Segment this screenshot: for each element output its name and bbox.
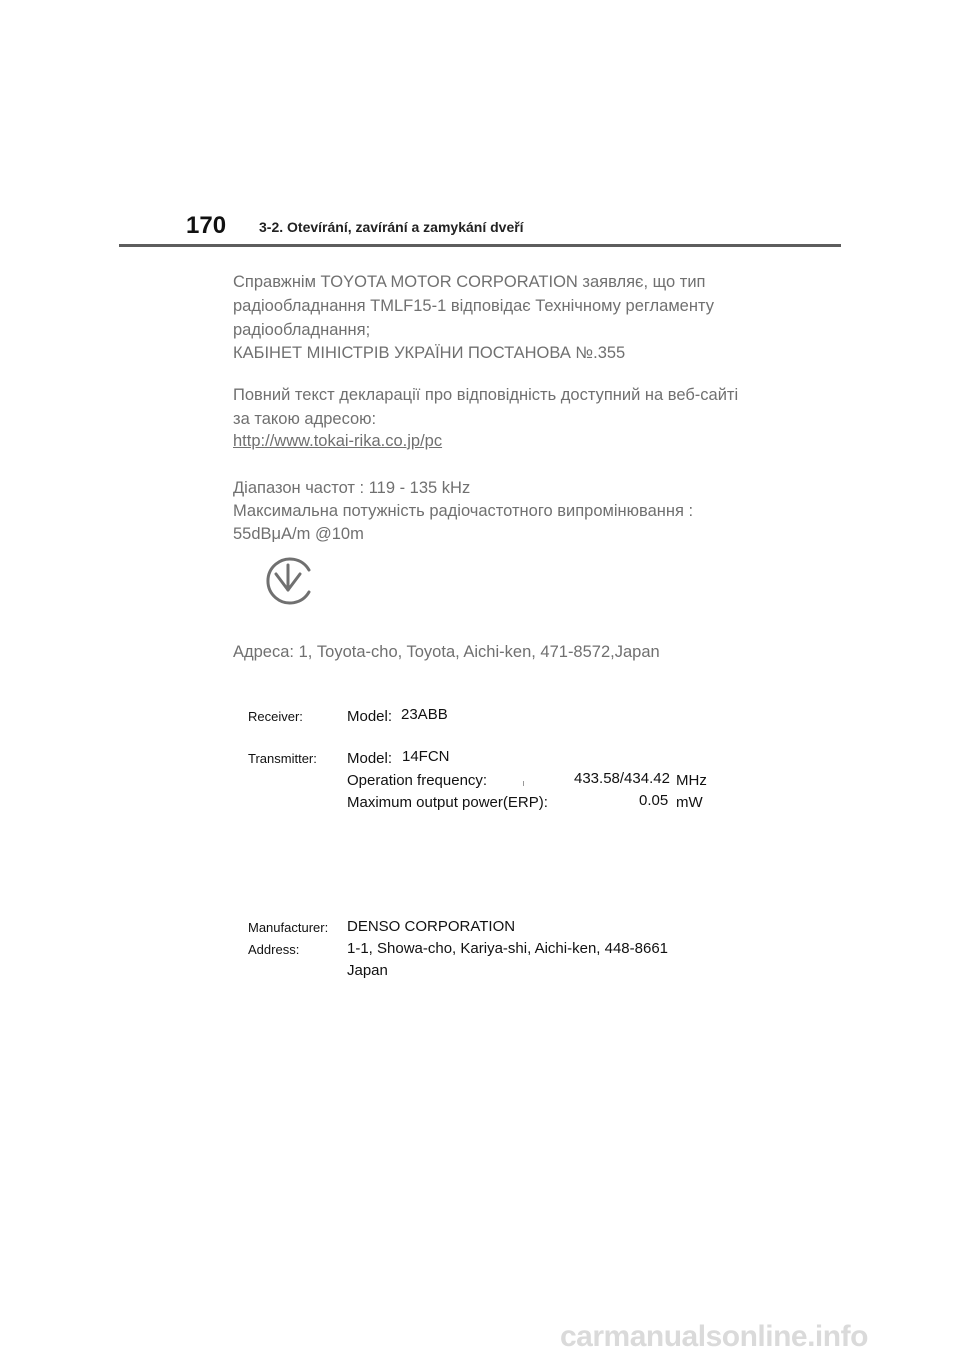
receiver-model-label: Model:	[347, 708, 393, 725]
transmitter-model-label: Model:	[347, 750, 393, 767]
address-label: Address:	[248, 942, 300, 957]
manufacturer-address: Адреса: 1, Toyota-cho, Toyota, Aichi-ken, 471-8572,Japan	[233, 643, 660, 661]
operation-frequency-label: Operation frequency:	[347, 772, 488, 789]
max-power-label: Максимальна потужність радіочастотного випромінювання :	[233, 502, 694, 520]
declaration-line: радіообладнання;	[233, 321, 371, 339]
transmitter-label: Transmitter:	[248, 751, 317, 766]
manufacturer-value: DENSO CORPORATION	[347, 918, 516, 935]
operation-frequency-value: 433.58/434.42	[574, 770, 670, 787]
max-power-value: 55dBμA/m @10m	[233, 525, 364, 543]
header-rule	[119, 244, 841, 247]
declaration-line: радіообладнання TMLF15-1 відповідає Технічному регламенту	[233, 297, 714, 315]
declaration-line: Справжнім TOYOTA MOTOR CORPORATION заявляє, що тип	[233, 273, 706, 291]
max-output-label: Maximum output power(ERP):	[347, 794, 548, 811]
transmitter-model-value: 14FCN	[402, 748, 450, 765]
receiver-label: Receiver:	[248, 709, 303, 724]
fulltext-line: Повний текст декларації про відповідність доступний на веб-сайті	[233, 386, 739, 404]
max-output-unit: mW	[676, 794, 703, 811]
address-line: 1-1, Showa-cho, Kariya-shi, Aichi-ken, 448-8661	[347, 940, 669, 957]
page-number: 170	[186, 212, 227, 239]
tick-mark	[523, 781, 524, 786]
conformity-mark-icon	[262, 555, 314, 607]
fulltext-line: за такою адресою:	[233, 410, 377, 428]
address-line: Japan	[347, 962, 388, 979]
manufacturer-label: Manufacturer:	[248, 920, 329, 935]
declaration-url-link[interactable]: http://www.tokai-rika.co.jp/pc	[233, 432, 443, 450]
max-output-value: 0.05	[639, 792, 669, 809]
receiver-model-value: 23ABB	[401, 706, 448, 723]
declaration-line: КАБІНЕТ МІНІСТРІВ УКРАЇНИ ПОСТАНОВА №.355	[233, 344, 626, 362]
section-title: 3-2. Otevírání, zavírání a zamykání dveří	[259, 219, 524, 235]
frequency-range: Діапазон частот : 119 - 135 kHz	[233, 479, 471, 497]
operation-frequency-unit: MHz	[676, 772, 707, 789]
watermark-text: carmanualsonline.info	[560, 1320, 868, 1353]
